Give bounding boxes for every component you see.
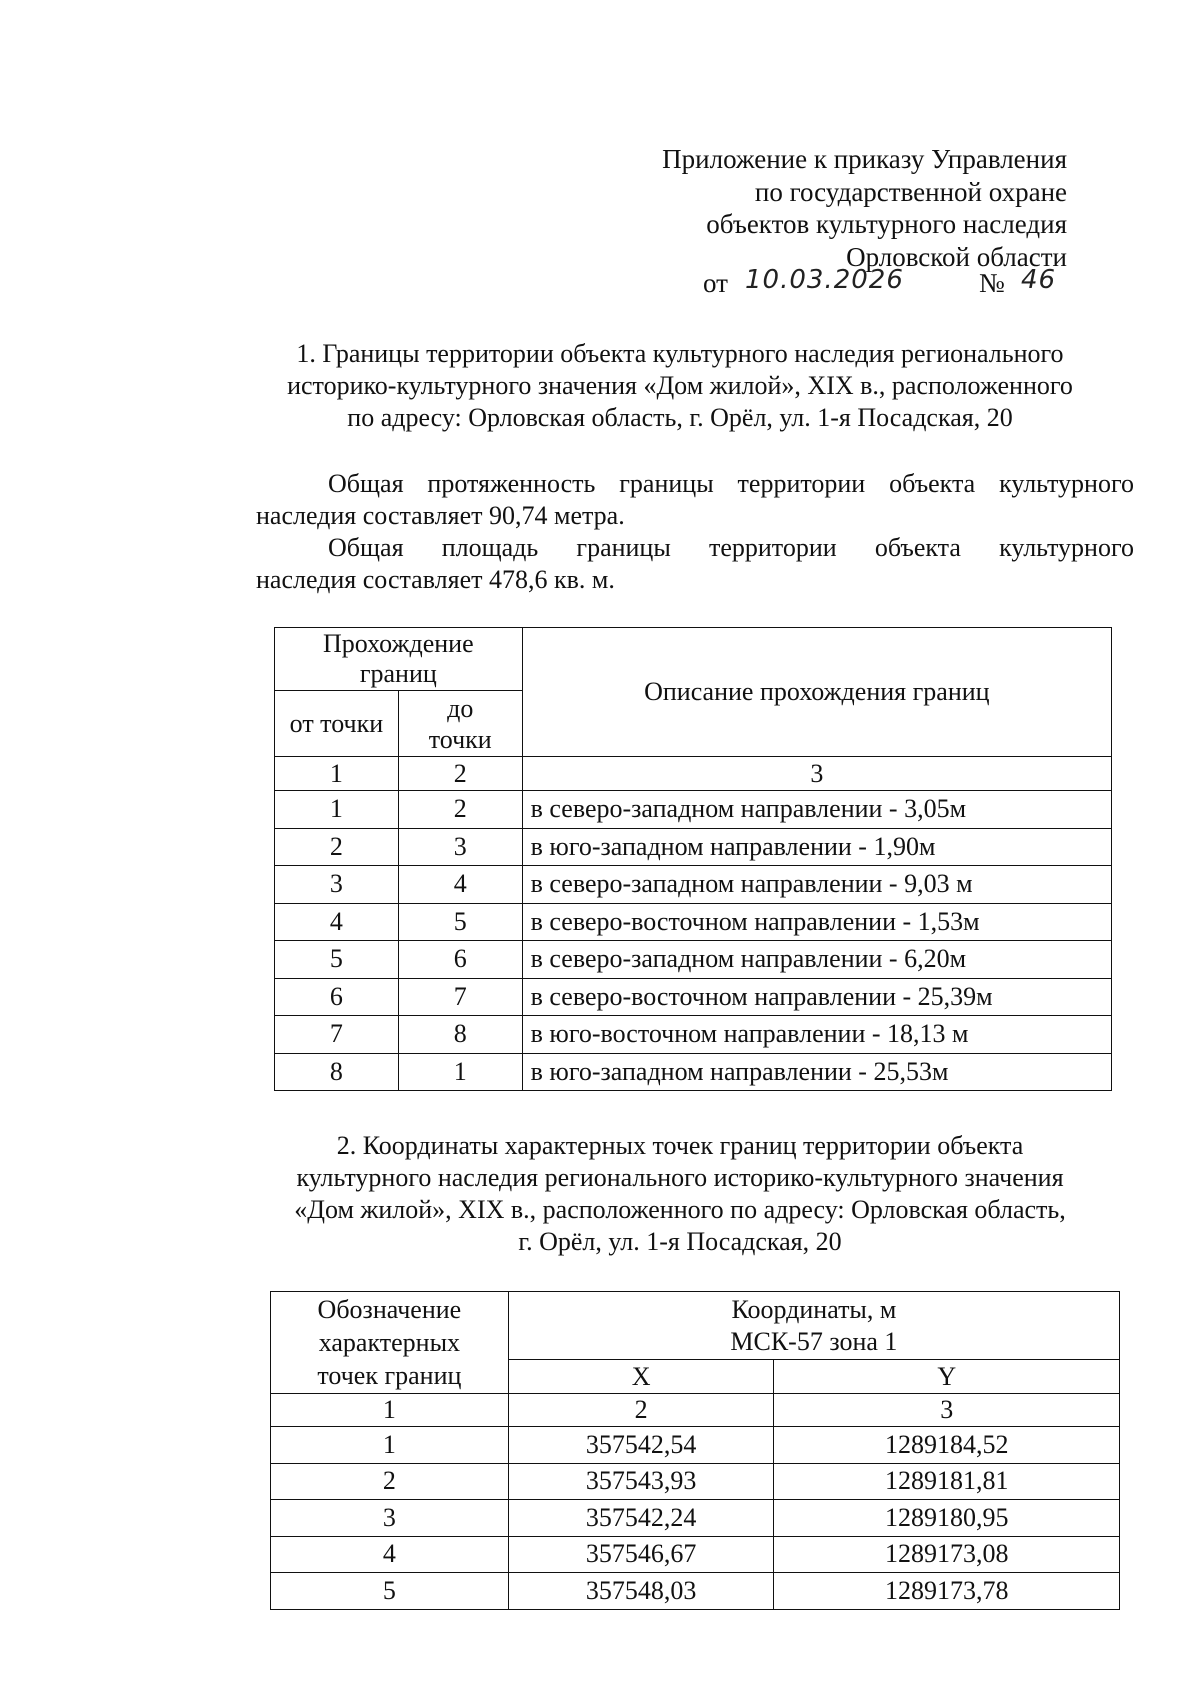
coord-x: 357543,93 [508, 1463, 774, 1500]
point-id: 2 [271, 1463, 509, 1500]
table-row [275, 866, 1112, 904]
paragraph-line: Общая протяженность границы территории объекта культурного [328, 469, 1134, 498]
header-points-line: Обозначение [317, 1295, 462, 1324]
coordinates-table [270, 1291, 1120, 1610]
header-coordinates-line: МСК-57 зона 1 [730, 1326, 898, 1356]
from-point: 7 [275, 1016, 399, 1054]
table-row [271, 1427, 1120, 1464]
table-row [275, 1053, 1112, 1091]
point-id: 3 [271, 1500, 509, 1537]
handwritten-number: 46 [1021, 265, 1057, 295]
to-point: 5 [398, 903, 522, 941]
column-index: 1 [271, 1394, 509, 1427]
passage-description: в северо-восточном направлении - 1,53м [522, 903, 1111, 941]
table-row [271, 1573, 1120, 1610]
table-row [275, 791, 1112, 829]
passage-description: в северо-западном направлении - 6,20м [522, 941, 1111, 979]
coord-y: 1289173,08 [774, 1536, 1120, 1573]
title-line: культурного наследия регионального историко-культурного значения [296, 1163, 1064, 1192]
header-passage: Прохождение границ [275, 628, 523, 691]
column-index: 2 [398, 757, 522, 791]
point-id: 5 [271, 1573, 509, 1610]
title-line: историко-культурного значения «Дом жилой», XIX в., расположенного [287, 371, 1073, 400]
header-x: X [508, 1360, 774, 1394]
handwritten-date: 10.03.2026 [745, 265, 904, 295]
header-line: по государственной охране [754, 176, 1067, 207]
point-id: 4 [271, 1536, 509, 1573]
table-row [271, 1536, 1120, 1573]
column-index: 1 [275, 757, 399, 791]
to-point: 1 [398, 1053, 522, 1091]
column-index: 3 [522, 757, 1111, 791]
column-index: 3 [774, 1394, 1120, 1427]
coord-x: 357548,03 [508, 1573, 774, 1610]
table-row [275, 1016, 1112, 1054]
header-to-point: до точки [398, 691, 522, 757]
passage-description: в северо-восточном направлении - 25,39м [522, 978, 1111, 1016]
paragraph-line: наследия составляет 478,6 кв. м. [256, 565, 615, 594]
boundary-passage-table [274, 627, 1112, 1091]
header-line: Орловской области [846, 241, 1067, 272]
header-description: Описание прохождения границ [522, 628, 1111, 757]
from-point: 4 [275, 903, 399, 941]
title-line: 1. Границы территории объекта культурного наследия регионального [296, 339, 1064, 368]
coord-x: 357542,24 [508, 1500, 774, 1537]
paragraph-line: наследия составляет 90,74 метра. [256, 501, 625, 530]
coord-y: 1289181,81 [774, 1463, 1120, 1500]
passage-description: в юго-западном направлении - 1,90м [522, 828, 1111, 866]
paragraph-line: Общая площадь границы территории объекта культурного [328, 533, 1134, 562]
header-line: Приложение к приказу Управления [662, 144, 1067, 174]
section1-title [240, 338, 1120, 434]
to-point: 4 [398, 866, 522, 904]
from-point: 8 [275, 1053, 399, 1091]
boundary-length-paragraph [256, 468, 1134, 532]
passage-description: в юго-западном направлении - 25,53м [522, 1053, 1111, 1091]
header-y: Y [774, 1360, 1120, 1394]
table-row [275, 903, 1112, 941]
table-row [275, 828, 1112, 866]
header-points-line: характерных [318, 1328, 461, 1357]
title-line: «Дом жилой», XIX в., расположенного по адресу: Орловская область, [294, 1195, 1066, 1224]
to-point: 8 [398, 1016, 522, 1054]
coord-y: 1289173,78 [774, 1573, 1120, 1610]
title-line: по адресу: Орловская область, г. Орёл, ул. 1-я Посадская, 20 [347, 403, 1013, 432]
header-coordinates [508, 1292, 1119, 1360]
table-row [275, 941, 1112, 979]
header-from-point: от точки [275, 691, 399, 757]
from-point: 2 [275, 828, 399, 866]
coord-x: 357542,54 [508, 1427, 774, 1464]
from-point: 3 [275, 866, 399, 904]
point-id: 1 [271, 1427, 509, 1464]
from-point: 1 [275, 791, 399, 829]
section2-title [240, 1130, 1120, 1258]
passage-description: в северо-западном направлении - 9,03 м [522, 866, 1111, 904]
header-coordinates-line: Координаты, м [731, 1294, 897, 1324]
coord-x: 357546,67 [508, 1536, 774, 1573]
table-row [275, 978, 1112, 1016]
to-point: 6 [398, 941, 522, 979]
to-point: 7 [398, 978, 522, 1016]
date-prefix: от [703, 268, 728, 298]
from-point: 6 [275, 978, 399, 1016]
to-point: 2 [398, 791, 522, 829]
table-row [271, 1500, 1120, 1537]
from-point: 5 [275, 941, 399, 979]
order-date-number [703, 265, 1057, 299]
title-line: г. Орёл, ул. 1-я Посадская, 20 [518, 1227, 842, 1256]
passage-description: в северо-западном направлении - 3,05м [522, 791, 1111, 829]
header-line: объектов культурного наследия [706, 209, 1067, 239]
boundary-area-paragraph [256, 532, 1134, 596]
coord-y: 1289180,95 [774, 1500, 1120, 1537]
number-label: № [979, 268, 1005, 298]
title-line: 2. Координаты характерных точек границ территории объекта [336, 1131, 1024, 1160]
appendix-header [587, 143, 1067, 273]
column-index: 2 [508, 1394, 774, 1427]
to-point: 3 [398, 828, 522, 866]
coord-y: 1289184,52 [774, 1427, 1120, 1464]
header-points [271, 1292, 509, 1394]
table-row [271, 1463, 1120, 1500]
passage-description: в юго-восточном направлении - 18,13 м [522, 1016, 1111, 1054]
header-points-line: точек границ [317, 1361, 462, 1390]
